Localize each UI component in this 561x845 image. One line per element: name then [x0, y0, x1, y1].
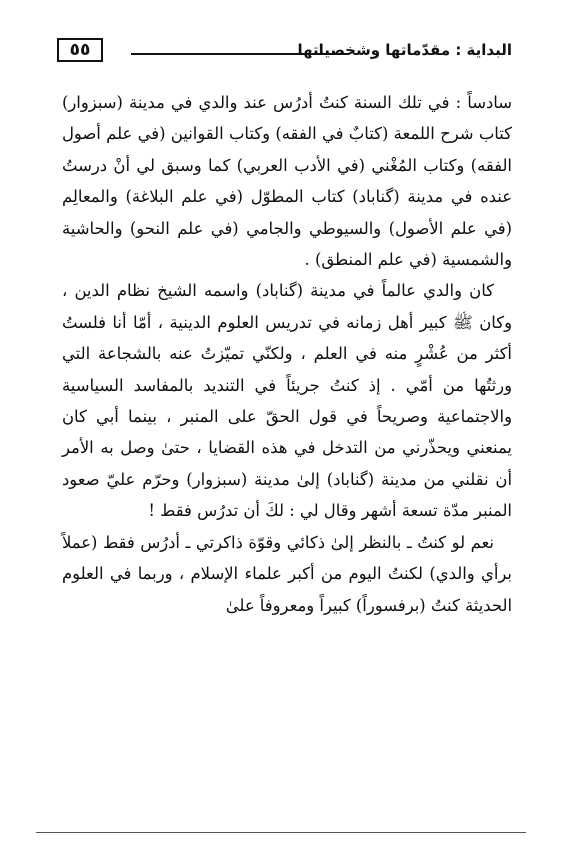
paragraph-2: كان والدي عالماً في مدينة (گناباد) واسمه الشيخ نظام الدين ، وكان ﷺ كبير أهل زمانه في تدريس العلوم الدينية ، أمّا أنا فلستُ أكثر من عُشْرٍ منه في العلم ، ولكنّي تميّزتُ عنه بالشجاعة التي ورثتُها من أمّي . إذ كنتُ جريئاً في التنديد بالمفاسد السياسية والاجتماعية وصريحاً في قول الحقّ على المنبر ، بينما أبي كان يمنعني ويحذّرني من التدخل في هذه القضايا ، حتىٰ وصل به الأمر أن نقلني من مدينة (گناباد) إلىٰ مدينة (سبزوار) وحرّم عليّ صعود المنبر مدّة تسعة أشهر وقال لي : لكَ أن تدرُس فقط ! [62, 281, 512, 521]
page-number-box [57, 38, 103, 62]
page-header [57, 38, 512, 66]
paragraph-1: سادساً : في تلك السنة كنتُ أدرُس عند والدي في مدينة (سبزوار) كتاب شرح اللمعة (كتابٌ في الفقه) وكتاب القوانين (في علم أصول الفقه) وكتاب المُغْني (في الأدب العربي) كما وسبق لي أنْ درستُ عنده في مدينة (گناباد) كتاب المطوّل (في علم البلاغة) والمعالِم (في علم الأصول) والسيوطي والجامي (في علم النحو) والحاشية والشمسية (في علم المنطق) . [62, 93, 512, 270]
running-title: البداية : مقدّماتها وشخصياتها [297, 41, 512, 59]
page-number: ٥٥ [69, 39, 91, 60]
footer-rule [36, 832, 526, 833]
body-text [62, 87, 512, 621]
paragraph-3: نعم لو كنتُ ـ بالنظر إلىٰ ذكائي وقوّة ذاكرتي ـ أدرُس فقط (عملاً برأي والدي) لكنتُ اليوم من أكبر علماء الإسلام ، وربما في العلوم الحديثة كنتُ (برفسوراً) كبيراً ومعروفاً علىٰ [62, 532, 512, 615]
